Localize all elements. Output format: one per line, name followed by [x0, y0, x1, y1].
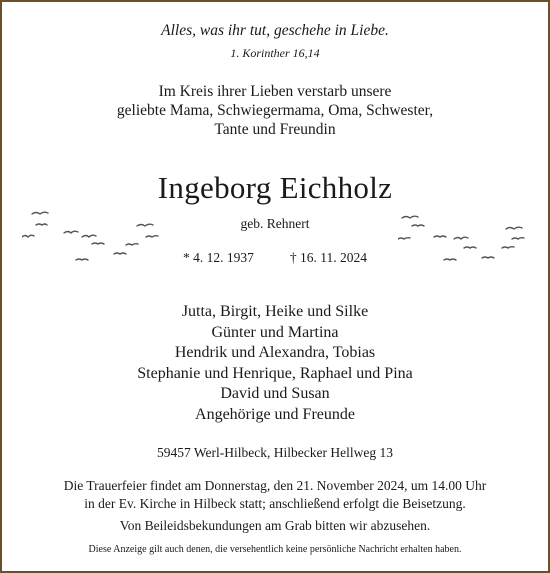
- birth-name: geb. Rehnert: [240, 216, 310, 231]
- footer-note: Diese Anzeige gilt auch denen, die versehentlich keine persönliche Nachricht erhalten haben.: [88, 544, 462, 555]
- intro-line: Tante und Freundin: [214, 121, 336, 138]
- funeral-info: [0, 477, 550, 513]
- quote-reference: 1. Korinther 16,14: [230, 46, 320, 60]
- mourner-line: David und Susan: [220, 385, 330, 402]
- flying-birds-right-icon: [398, 212, 528, 272]
- flying-birds-left-icon: [22, 208, 170, 268]
- funeral-line: in der Ev. Kirche in Hilbeck statt; anschließend erfolgt die Beisetzung.: [84, 496, 466, 511]
- mourner-line: Angehörige und Freunde: [195, 405, 355, 423]
- mourners-list: [0, 302, 550, 425]
- mourner-line: Jutta, Birgit, Heike und Silke: [181, 303, 369, 320]
- mourner-line: Hendrik und Alexandra, Tobias: [174, 344, 376, 361]
- intro-line: Im Kreis ihrer Lieben verstarb unsere: [158, 83, 392, 100]
- mourner-line: Stephanie und Henrique, Raphael und Pina: [137, 364, 413, 382]
- deceased-name: Ingeborg Eichholz: [157, 170, 393, 205]
- condolence-note: Von Beileidsbekundungen am Grab bitten wir abzusehen.: [119, 518, 431, 533]
- family-address: 59457 Werl-Hilbeck, Hilbecker Hellweg 13: [157, 445, 393, 460]
- intro-line: geliebte Mama, Schwiegermama, Oma, Schwester,: [116, 102, 434, 119]
- birth-date: * 4. 12. 1937: [183, 250, 254, 265]
- funeral-line: Die Trauerfeier findet am Donnerstag, den 21. November 2024, um 14.00 Uhr: [63, 478, 487, 493]
- intro-text: [0, 82, 550, 139]
- death-date: † 16. 11. 2024: [289, 250, 367, 265]
- mourner-line: Günter und Martina: [211, 323, 339, 341]
- bible-quote: Alles, was ihr tut, geschehe in Liebe.: [161, 22, 389, 39]
